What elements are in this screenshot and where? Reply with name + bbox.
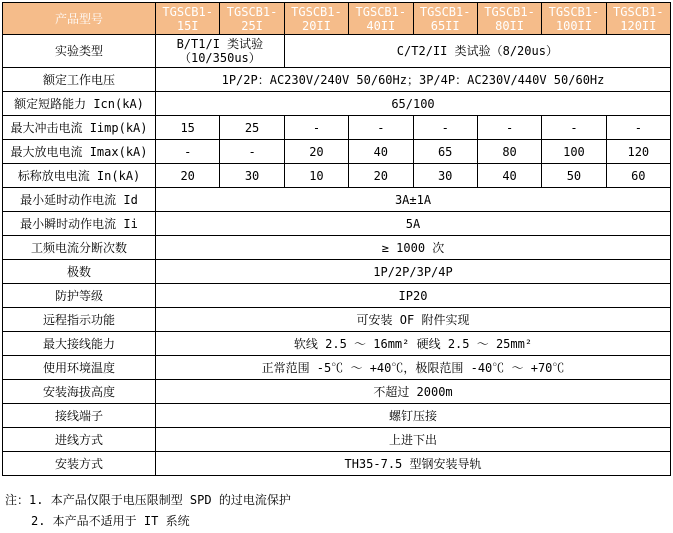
table-row xyxy=(3,260,671,284)
table-row xyxy=(3,140,671,164)
spec-value-cell: 螺钉压接 xyxy=(156,404,671,428)
table-row xyxy=(3,332,671,356)
note-line-2 xyxy=(5,511,291,532)
table-row xyxy=(3,428,671,452)
spec-value-cell: 80 xyxy=(477,140,541,164)
row-label: 安装方式 xyxy=(3,452,156,476)
spec-value-cell: 可安装 OF 附件实现 xyxy=(156,308,671,332)
header-model: TGSCB1-80II xyxy=(477,3,541,35)
table-row xyxy=(3,380,671,404)
table-row xyxy=(3,356,671,380)
spec-value-cell: 1P/2P：AC230V/240V 50/60Hz；3P/4P：AC230V/440V 50/60Hz xyxy=(156,68,671,92)
spec-value-cell: - xyxy=(349,116,413,140)
spec-value-cell: IP20 xyxy=(156,284,671,308)
spec-value-cell: 40 xyxy=(349,140,413,164)
header-product-model-label: 产品型号 xyxy=(3,3,156,35)
spec-value-cell: 10 xyxy=(284,164,348,188)
table-row xyxy=(3,284,671,308)
table-row xyxy=(3,404,671,428)
row-label: 使用环境温度 xyxy=(3,356,156,380)
spec-value-cell: - xyxy=(156,140,220,164)
table-row xyxy=(3,236,671,260)
spec-value-cell: TH35-7.5 型钢安装导轨 xyxy=(156,452,671,476)
spec-value-cell: ≥ 1000 次 xyxy=(156,236,671,260)
note-prefix: 注： xyxy=(5,493,30,507)
row-label: 接线端子 xyxy=(3,404,156,428)
row-label: 最小延时动作电流 Id xyxy=(3,188,156,212)
spec-value-cell: 20 xyxy=(284,140,348,164)
spec-value-cell: 20 xyxy=(156,164,220,188)
spec-value-cell: 15 xyxy=(156,116,220,140)
spec-table xyxy=(2,2,671,476)
spec-value-cell: 5A xyxy=(156,212,671,236)
row-label: 额定短路能力 Icn(kA) xyxy=(3,92,156,116)
table-row xyxy=(3,164,671,188)
note-text: 2. 本产品不适用于 IT 系统 xyxy=(31,514,190,528)
row-label: 最大冲击电流 Iimp(kA) xyxy=(3,116,156,140)
table-row xyxy=(3,68,671,92)
header-model: TGSCB1-20II xyxy=(284,3,348,35)
spec-value-cell: 软线 2.5 ～ 16mm² 硬线 2.5 ～ 25mm² xyxy=(156,332,671,356)
row-label: 实验类型 xyxy=(3,35,156,68)
spec-value-cell: 50 xyxy=(542,164,606,188)
header-model: TGSCB1-40II xyxy=(349,3,413,35)
spec-value-cell: 上进下出 xyxy=(156,428,671,452)
spec-value-cell: 100 xyxy=(542,140,606,164)
spec-value-cell: 30 xyxy=(220,164,284,188)
row-label: 进线方式 xyxy=(3,428,156,452)
row-label: 最大放电电流 Imax(kA) xyxy=(3,140,156,164)
spec-value-cell: B/T1/I 类试验（10/350us） xyxy=(156,35,285,68)
spec-value-cell: - xyxy=(477,116,541,140)
header-model: TGSCB1-25I xyxy=(220,3,284,35)
notes xyxy=(5,490,291,532)
spec-value-cell: 25 xyxy=(220,116,284,140)
row-label: 工频电流分断次数 xyxy=(3,236,156,260)
spec-value-cell: 不超过 2000m xyxy=(156,380,671,404)
spec-table-header xyxy=(3,3,671,35)
spec-value-cell: 1P/2P/3P/4P xyxy=(156,260,671,284)
header-model: TGSCB1-120II xyxy=(606,3,670,35)
header-model: TGSCB1-100II xyxy=(542,3,606,35)
spec-value-cell: 正常范围 -5℃ ～ +40℃，极限范围 -40℃ ～ +70℃ xyxy=(156,356,671,380)
spec-value-cell: - xyxy=(606,116,670,140)
spec-value-cell: 65 xyxy=(413,140,477,164)
header-model: TGSCB1-65II xyxy=(413,3,477,35)
row-label: 远程指示功能 xyxy=(3,308,156,332)
row-label: 极数 xyxy=(3,260,156,284)
row-label: 安装海拔高度 xyxy=(3,380,156,404)
row-label: 防护等级 xyxy=(3,284,156,308)
table-row xyxy=(3,92,671,116)
row-label: 额定工作电压 xyxy=(3,68,156,92)
row-label: 最小瞬时动作电流 Ii xyxy=(3,212,156,236)
spec-value-cell: C/T2/II 类试验（8/20us） xyxy=(284,35,670,68)
spec-value-cell: - xyxy=(413,116,477,140)
spec-value-cell: 120 xyxy=(606,140,670,164)
table-row xyxy=(3,188,671,212)
note-line-1 xyxy=(5,490,291,511)
spec-value-cell: - xyxy=(284,116,348,140)
table-row xyxy=(3,35,671,68)
row-label: 标称放电电流 In(kA) xyxy=(3,164,156,188)
table-row xyxy=(3,452,671,476)
header-model: TGSCB1-15I xyxy=(156,3,220,35)
spec-value-cell: - xyxy=(542,116,606,140)
spec-value-cell: 30 xyxy=(413,164,477,188)
row-label: 最大接线能力 xyxy=(3,332,156,356)
spec-value-cell: 65/100 xyxy=(156,92,671,116)
spec-value-cell: 60 xyxy=(606,164,670,188)
spec-value-cell: 3A±1A xyxy=(156,188,671,212)
table-row xyxy=(3,116,671,140)
spec-value-cell: 20 xyxy=(349,164,413,188)
spec-value-cell: - xyxy=(220,140,284,164)
table-row xyxy=(3,308,671,332)
note-text: 1. 本产品仅限于电压限制型 SPD 的过电流保护 xyxy=(29,493,291,507)
spec-table-body xyxy=(3,35,671,476)
spec-value-cell: 40 xyxy=(477,164,541,188)
table-row xyxy=(3,212,671,236)
